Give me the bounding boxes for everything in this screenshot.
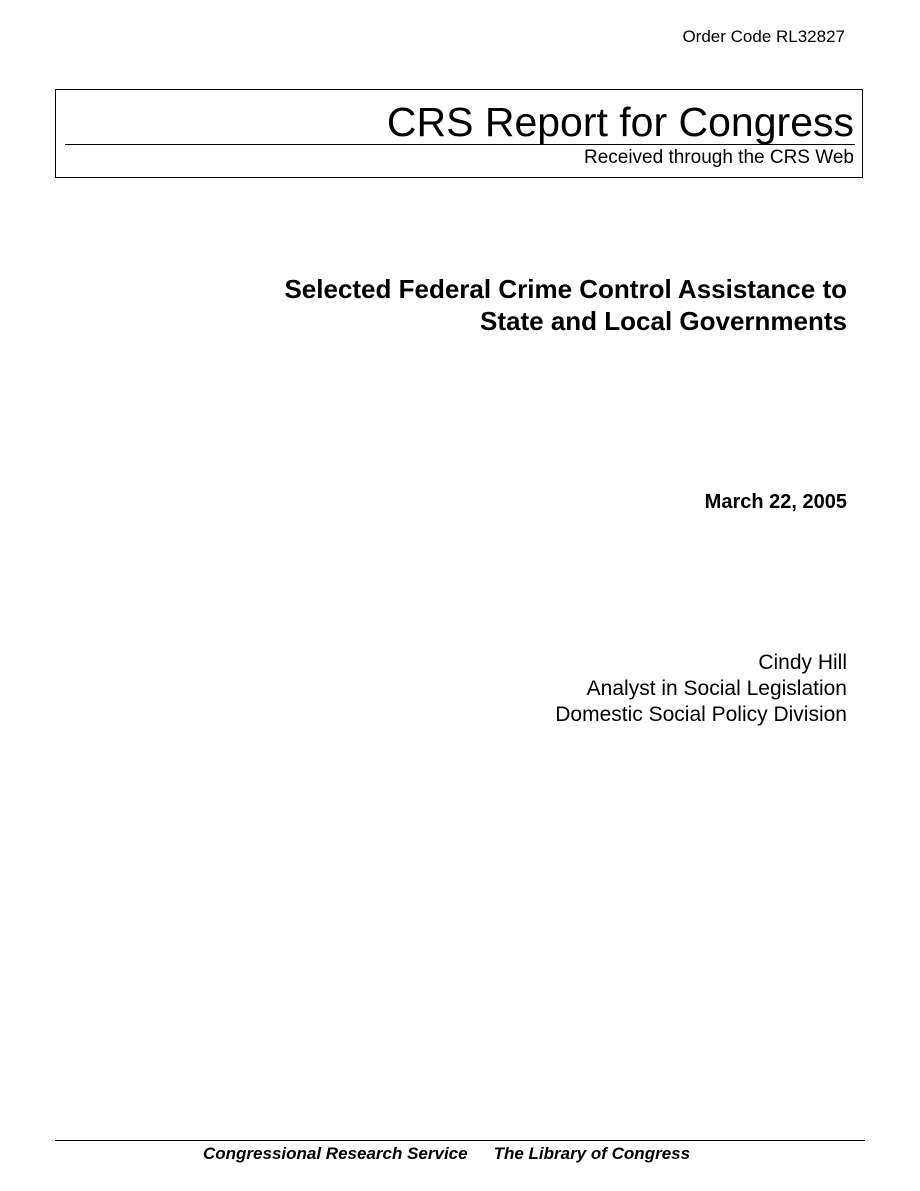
footer-organization: Congressional Research Service — [203, 1144, 468, 1163]
footer-library: The Library of Congress — [493, 1144, 691, 1163]
footer-divider — [55, 1140, 865, 1141]
document-title-line: State and Local Governments — [480, 306, 847, 336]
author-division: Domestic Social Policy Division — [555, 703, 847, 726]
report-series-subtitle: Received through the CRS Web — [583, 147, 854, 168]
document-date: March 22, 2005 — [704, 491, 847, 513]
author-name: Cindy Hill — [758, 651, 847, 674]
report-header-box — [55, 89, 863, 178]
page-footer — [203, 1143, 690, 1165]
order-code: Order Code RL32827 — [682, 27, 845, 46]
document-title-line: Selected Federal Crime Control Assistance to — [284, 274, 847, 304]
document-title — [284, 273, 847, 337]
report-series-title: CRS Report for Congress — [386, 99, 854, 145]
author-block — [555, 650, 847, 728]
header-divider — [65, 144, 855, 145]
author-position: Analyst in Social Legislation — [586, 677, 847, 700]
